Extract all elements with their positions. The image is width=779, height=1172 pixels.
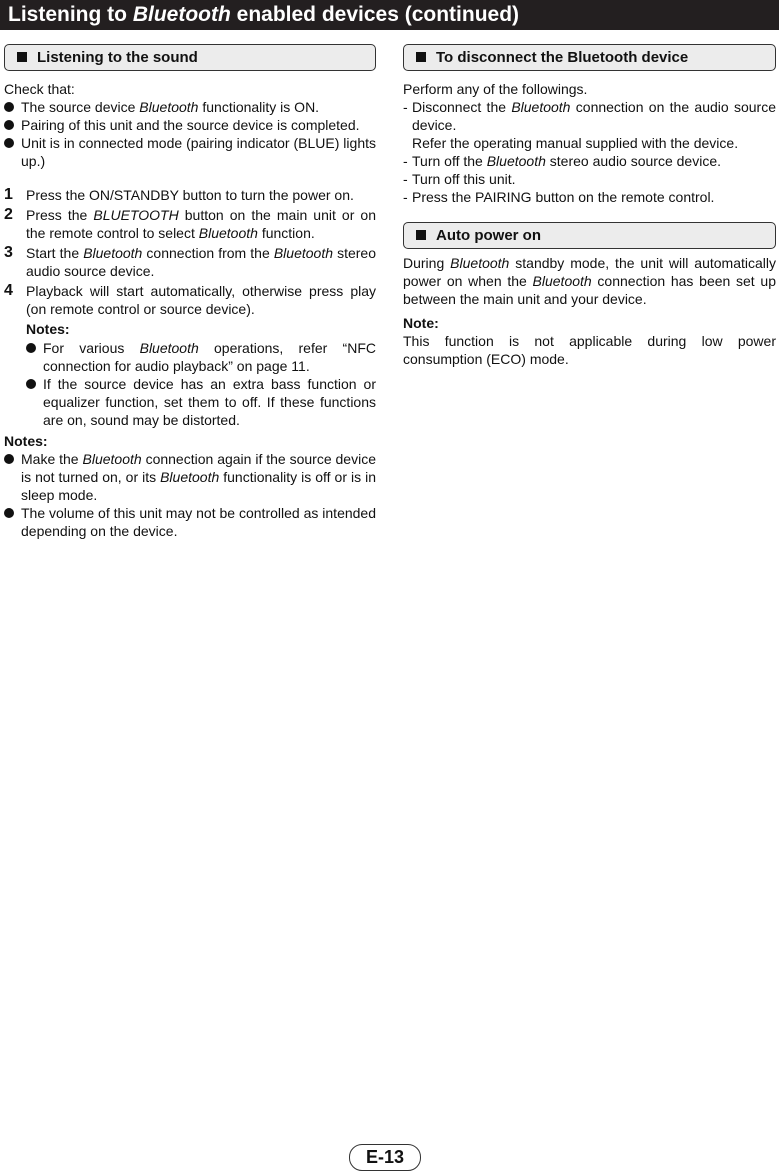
text-segment: Make the — [21, 451, 83, 467]
bullet-dot-icon — [4, 120, 14, 130]
text-segment: If the source device has an extra bass function or equalizer function, set them to off. If these functions are on, sound may be distorted. — [43, 376, 376, 428]
square-bullet-icon — [17, 52, 27, 62]
check-item — [4, 98, 376, 116]
disconnect-item — [403, 170, 776, 188]
auto-power-note: This function is not applicable during low power consumption (ECO) mode. — [403, 333, 776, 367]
check-item — [4, 134, 376, 170]
bullet-dot-icon — [26, 343, 36, 353]
disconnect-item — [403, 98, 776, 152]
text-segment: button on the main unit or on the remote control to select — [26, 207, 377, 241]
step-number: 2 — [4, 206, 13, 223]
disconnect-subnote: Refer the operating manual supplied with the device. — [412, 135, 739, 151]
emphasis-text: BLUETOOTH — [93, 207, 179, 223]
section-heading-listening — [4, 44, 376, 71]
emphasis-text: Bluetooth — [83, 245, 143, 261]
bullet-dot-icon — [4, 138, 14, 148]
dash-marker: - — [403, 171, 408, 187]
section-heading-text: Listening to the sound — [37, 49, 198, 66]
check-intro: Check that: — [4, 81, 75, 97]
emphasis-text: Bluetooth — [532, 273, 592, 289]
page-number: E-13 — [349, 1144, 421, 1171]
text-segment: Playback will start automatically, otherwise press play (on remote control or source device). — [26, 283, 376, 317]
step-number: 3 — [4, 244, 13, 261]
note-item — [4, 504, 376, 540]
text-segment: functionality is off or is in sleep mode. — [21, 469, 376, 503]
square-bullet-icon — [416, 230, 426, 240]
text-segment: The source device — [21, 99, 140, 115]
text-segment: Press the PAIRING button on the remote control. — [412, 189, 715, 205]
step-note-item — [26, 375, 376, 429]
step-note-item — [26, 339, 376, 375]
disconnect-item — [403, 152, 776, 170]
emphasis-text: Bluetooth — [139, 340, 199, 356]
section-heading-text: To disconnect the Bluetooth device — [436, 49, 689, 66]
notes-list — [4, 450, 376, 540]
bullet-dot-icon — [4, 508, 14, 518]
emphasis-text: Bluetooth — [160, 469, 220, 485]
check-list — [4, 98, 376, 170]
emphasis-text: Bluetooth — [82, 451, 142, 467]
auto-power-note-title: Note: — [403, 315, 439, 331]
section-heading-auto-power — [403, 222, 776, 249]
section-heading-text: Auto power on — [436, 227, 541, 244]
text-segment: Turn off the — [412, 153, 487, 169]
note-item — [4, 450, 376, 504]
dash-marker: - — [403, 189, 408, 205]
emphasis-text: Bluetooth — [198, 225, 258, 241]
text-segment: connection on the audio source device. — [412, 99, 776, 133]
dash-marker: - — [403, 99, 408, 115]
text-segment: The volume of this unit may not be controlled as intended depending on the device. — [21, 505, 376, 539]
emphasis-text: Bluetooth — [450, 255, 510, 271]
notes-title: Notes: — [4, 433, 48, 449]
right-column — [403, 44, 776, 368]
text-segment: During — [403, 255, 451, 271]
step-item — [4, 244, 376, 280]
left-column — [4, 44, 376, 540]
bullet-dot-icon — [4, 102, 14, 112]
step-number: 1 — [4, 186, 13, 203]
text-segment: stereo audio source device. — [545, 153, 721, 169]
text-segment: functionality is ON. — [198, 99, 320, 115]
emphasis-text: Bluetooth — [139, 99, 199, 115]
disconnect-list — [403, 98, 776, 206]
text-segment: Press the ON/STANDBY button to turn the power on. — [26, 187, 354, 203]
page-title-banner — [0, 0, 779, 30]
text-segment: Press the — [26, 207, 94, 223]
bullet-dot-icon — [26, 379, 36, 389]
text-segment: For various — [43, 340, 140, 356]
dash-marker: - — [403, 153, 408, 169]
text-segment: connection from the — [142, 245, 274, 261]
text-segment: Disconnect the — [412, 99, 512, 115]
text-segment: standby mode, the unit will automatically power on when the — [403, 255, 776, 289]
emphasis-text: Bluetooth — [511, 99, 571, 115]
step-item — [4, 282, 376, 318]
step-number: 4 — [4, 282, 13, 299]
text-segment: Unit is in connected mode (pairing indicator (BLUE) lights up.) — [21, 135, 376, 169]
step-item — [4, 206, 376, 242]
bullet-dot-icon — [4, 454, 14, 464]
text-segment: operations, refer “NFC connection for audio playback” on page 11. — [43, 340, 376, 374]
text-segment: stereo audio source device. — [26, 245, 376, 279]
disconnect-item — [403, 188, 776, 206]
check-item — [4, 116, 376, 134]
text-segment: function. — [257, 225, 315, 241]
title-em: Bluetooth — [132, 3, 231, 26]
text-segment: connection again if the source device is not turned on, or its — [21, 451, 376, 485]
text-segment: Pairing of this unit and the source device is completed. — [21, 117, 360, 133]
steps-list — [4, 186, 376, 318]
section-heading-disconnect — [403, 44, 776, 71]
step-notes-title: Notes: — [26, 321, 70, 337]
title-post: enabled devices (continued) — [230, 3, 520, 26]
disconnect-intro: Perform any of the followings. — [403, 81, 588, 97]
text-segment: Turn off this unit. — [412, 171, 516, 187]
text-segment: connection has been set up between the main unit and your device. — [403, 273, 776, 307]
text-segment: Start the — [26, 245, 84, 261]
square-bullet-icon — [416, 52, 426, 62]
auto-power-text — [403, 254, 776, 308]
step-item — [4, 186, 376, 204]
step-notes-list — [26, 339, 376, 429]
title-pre: Listening to — [8, 3, 133, 26]
emphasis-text: Bluetooth — [273, 245, 334, 261]
emphasis-text: Bluetooth — [486, 153, 546, 169]
